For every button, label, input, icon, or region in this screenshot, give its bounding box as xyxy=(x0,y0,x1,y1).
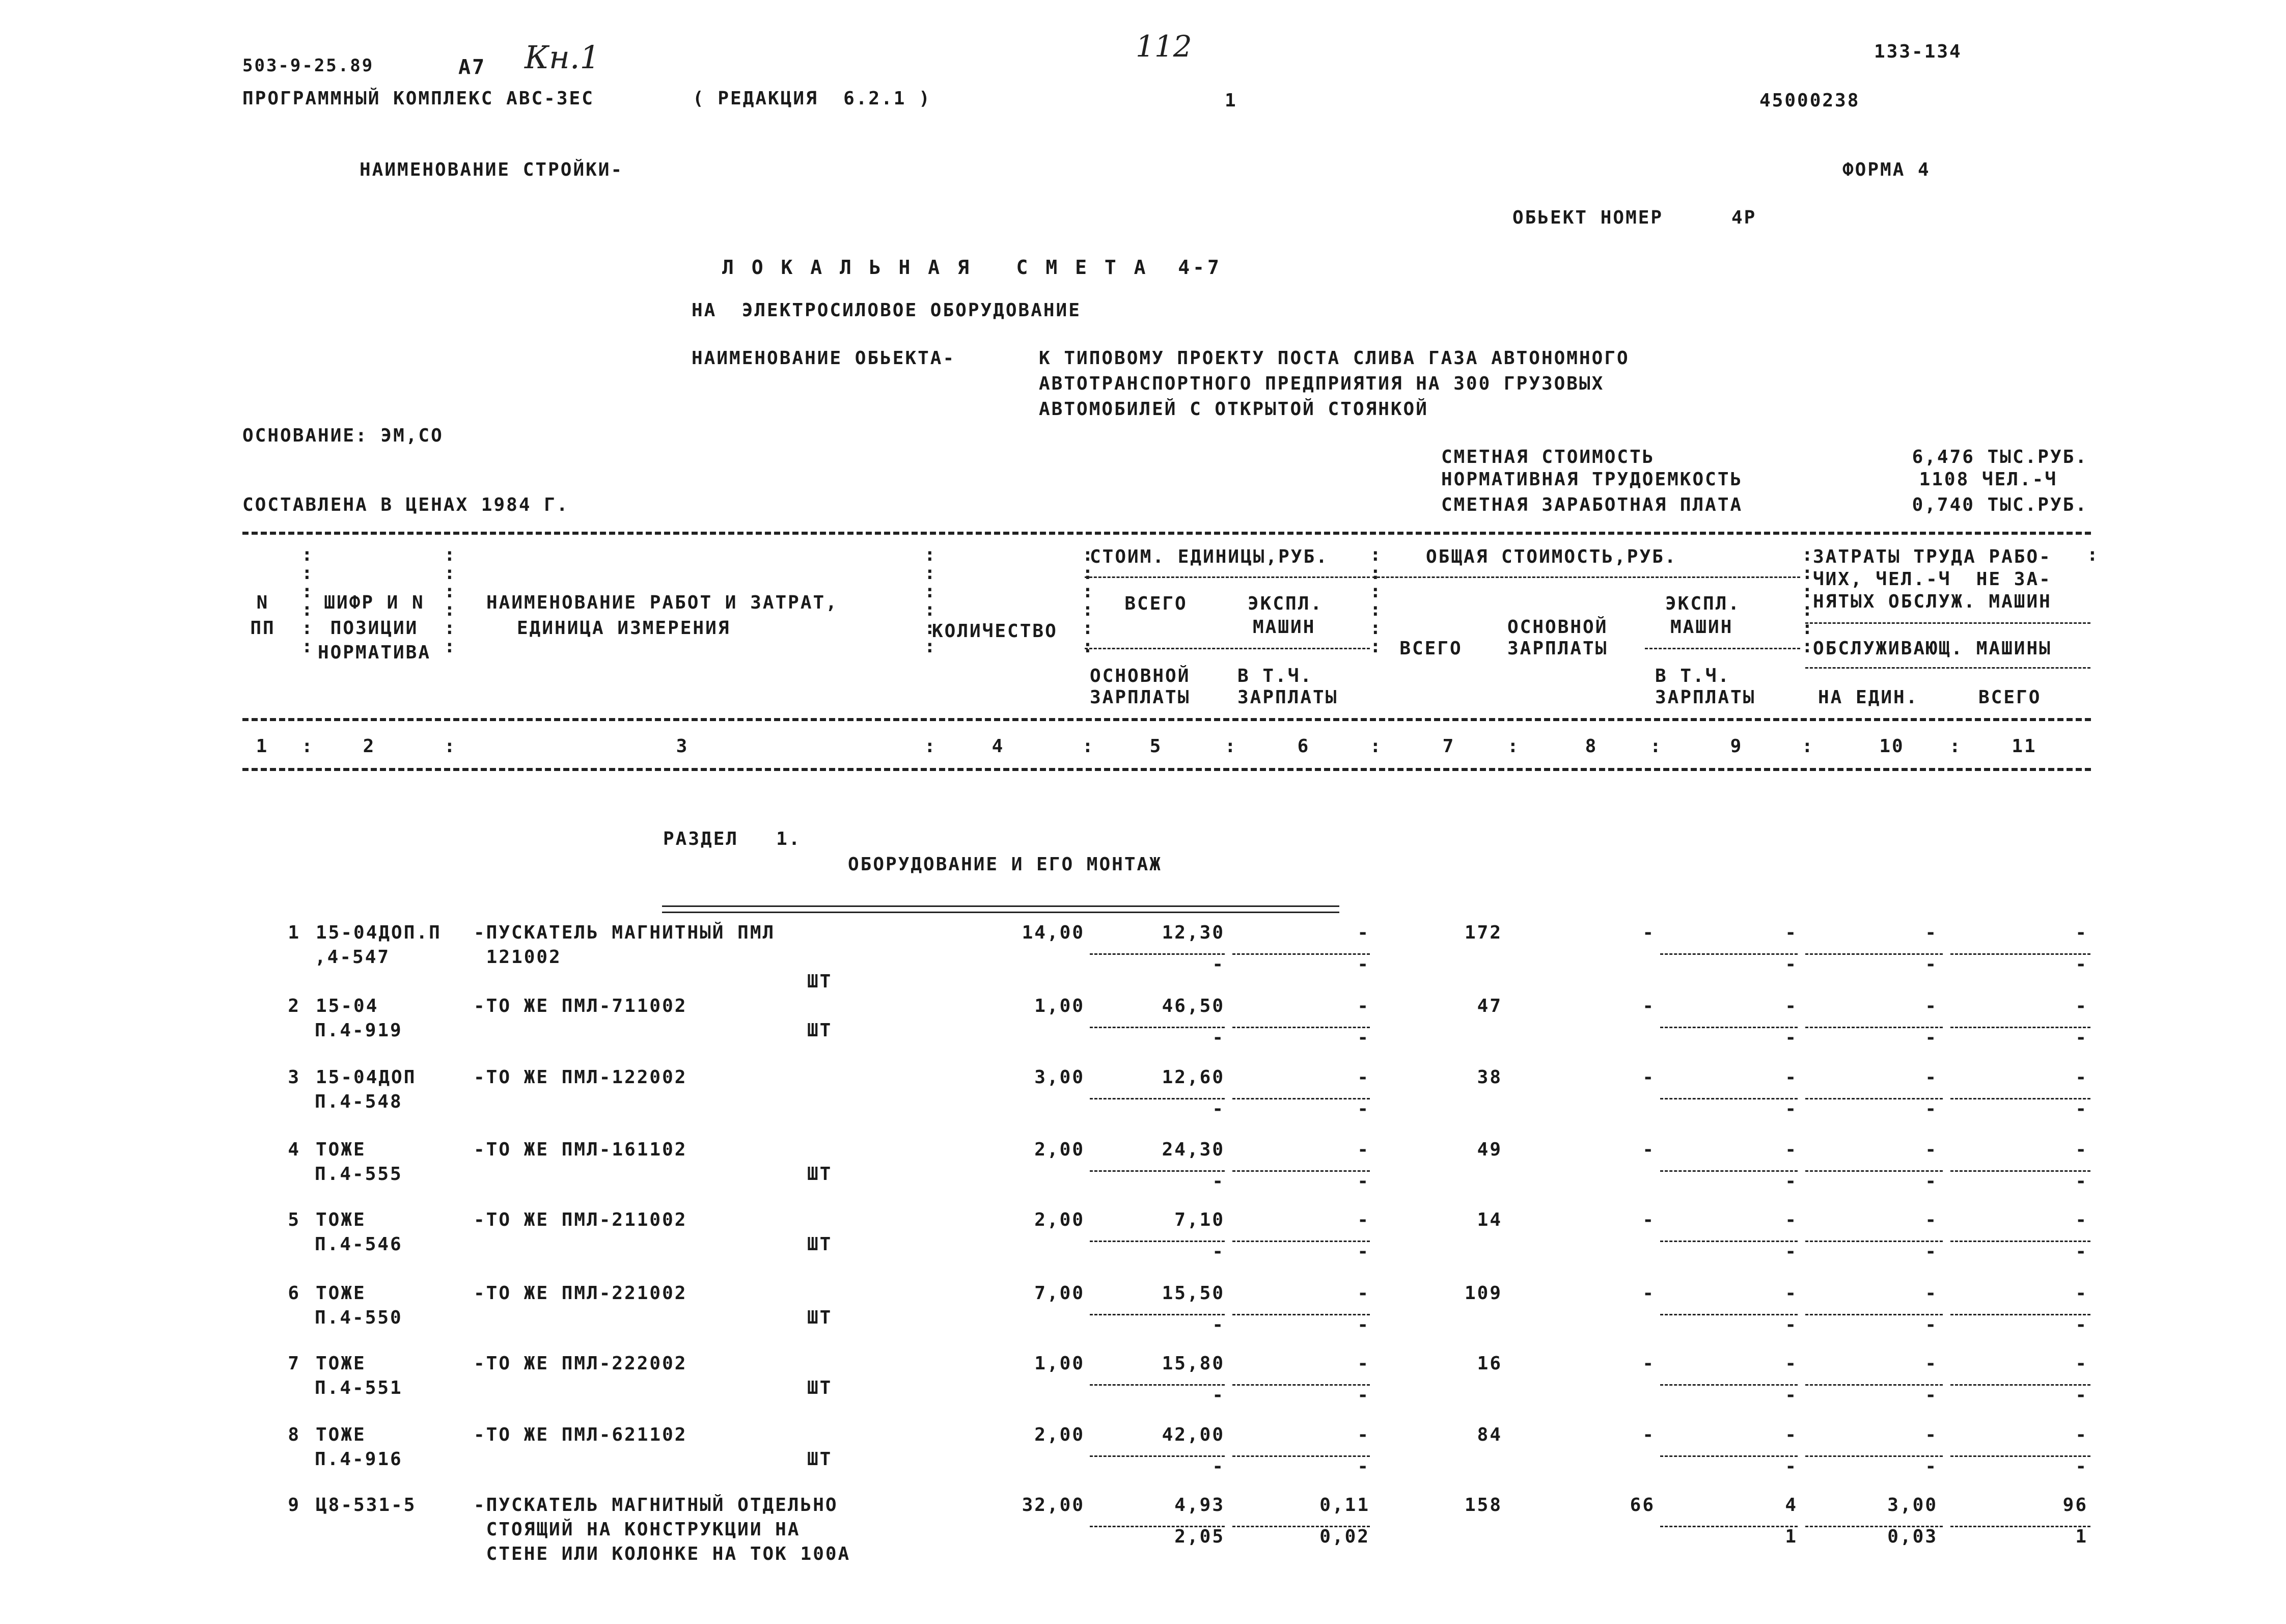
column-number: 6 xyxy=(1297,736,1310,757)
object-number-label: ОБЬЕКТ НОМЕР xyxy=(1512,207,1664,228)
column-number: 4 xyxy=(991,736,1005,757)
col5-header-wage-line1: ОСНОВНОЙ xyxy=(1090,666,1191,686)
col6-header-line2: МАШИН xyxy=(1253,617,1316,638)
row-code: ТОЖЕ xyxy=(316,1209,366,1230)
row-machines-total: - xyxy=(1785,1139,1798,1160)
row-quantity: 1,00 xyxy=(1034,996,1085,1016)
row-labor-per-unit: - xyxy=(1925,1424,1938,1445)
row-unit-machines: - xyxy=(1357,1067,1370,1088)
row-labor-total-rule xyxy=(1950,1384,2090,1386)
row-machines-total: - xyxy=(1785,1067,1798,1088)
row-labor-per-unit-b: - xyxy=(1925,1241,1938,1262)
row-unit-total: 15,80 xyxy=(1162,1353,1225,1374)
row-unit-rule xyxy=(1090,1241,1225,1242)
row-machines-rule xyxy=(1232,1314,1370,1315)
row-total: 14 xyxy=(1477,1209,1502,1230)
row-number: 2 xyxy=(288,996,300,1016)
row-code: П.4-919 xyxy=(315,1020,403,1041)
row-machines-total-rule xyxy=(1660,1314,1798,1315)
row-labor-total-b: - xyxy=(2075,1456,2088,1477)
row-machines-total-rule xyxy=(1660,953,1798,955)
doc-id: 45000238 xyxy=(1759,90,1860,111)
object-name-line-3: АВТОМОБИЛЕЙ С ОТКРЫТОЙ СТОЯНКОЙ xyxy=(1039,399,1428,420)
row-labor-per-unit-b: - xyxy=(1925,1314,1938,1335)
row-labor-total: - xyxy=(2075,996,2088,1016)
project-code: 503-9-25.89 xyxy=(242,56,374,76)
row-unit-wage: - xyxy=(1212,1098,1225,1119)
basis: ОСНОВАНИЕ: ЭМ,СО xyxy=(242,425,444,446)
column-number: 3 xyxy=(676,736,689,757)
row-labor-total: - xyxy=(2075,1424,2088,1445)
row-machines-total: - xyxy=(1785,922,1798,943)
row-labor-total-b: - xyxy=(2075,954,2088,975)
unit-cost-divider xyxy=(1085,576,1370,578)
row-name: -ТО ЖЕ ПМЛ-211002 xyxy=(474,1209,687,1230)
edition: ( РЕДАКЦИЯ 6.2.1 ) xyxy=(693,88,931,109)
row-labor-total: - xyxy=(2075,1283,2088,1304)
labor-divider-2 xyxy=(1805,667,2090,669)
row-unit: ШТ xyxy=(807,1234,833,1255)
row-total: 158 xyxy=(1464,1495,1502,1516)
row-machines-total: 4 xyxy=(1785,1495,1798,1516)
row-unit-machine-wage: 0,02 xyxy=(1319,1526,1370,1547)
summary-label-labor: НОРМАТИВНАЯ ТРУДОЕМКОСТЬ xyxy=(1441,469,1743,490)
row-machine-wage-total: - xyxy=(1785,1456,1798,1477)
row-unit-machine-wage: - xyxy=(1357,1098,1370,1119)
row-number: 9 xyxy=(288,1495,300,1516)
row-unit-rule xyxy=(1090,1455,1225,1457)
row-code: ТОЖЕ xyxy=(316,1283,366,1304)
col8-header-line2: ЗАРПЛАТЫ xyxy=(1507,638,1608,659)
row-code: ТОЖЕ xyxy=(316,1424,366,1445)
row-labor-per-unit-b: - xyxy=(1925,954,1938,975)
total-cost-group-header: ОБЩАЯ СТОИМОСТЬ,РУБ. xyxy=(1426,546,1677,567)
object-name-line-1: К ТИПОВОМУ ПРОЕКТУ ПОСТА СЛИВА ГАЗА АВТОНОМНОГО xyxy=(1039,348,1630,369)
row-total: 49 xyxy=(1477,1139,1502,1160)
row-labor-total-rule xyxy=(1950,1170,2090,1172)
row-labor-total-b: - xyxy=(2075,1098,2088,1119)
row-unit-rule xyxy=(1090,1314,1225,1315)
row-unit-machines: - xyxy=(1357,996,1370,1016)
row-machines-total-rule xyxy=(1660,1526,1798,1527)
row-unit: ШТ xyxy=(807,1020,833,1041)
row-name: -ТО ЖЕ ПМЛ-122002 xyxy=(474,1067,687,1088)
row-number: 5 xyxy=(288,1209,300,1230)
row-unit-machines: - xyxy=(1357,1424,1370,1445)
estimate-subject: НА ЭЛЕКТРОСИЛОВОЕ ОБОРУДОВАНИЕ xyxy=(692,300,1081,321)
row-base-wage: - xyxy=(1642,1139,1655,1160)
row-machines-total-rule xyxy=(1660,1455,1798,1457)
row-labor-per-unit: - xyxy=(1925,1067,1938,1088)
object-number: 4Р xyxy=(1731,207,1757,228)
column-number: 9 xyxy=(1730,736,1743,757)
row-unit: ШТ xyxy=(807,1449,833,1470)
column-number: 2 xyxy=(363,736,376,757)
row-labor-rule xyxy=(1805,1170,1943,1172)
row-labor-total-b: - xyxy=(2075,1385,2088,1406)
col2-header-line3: НОРМАТИВА xyxy=(317,642,431,663)
row-machines-rule xyxy=(1232,1384,1370,1386)
row-labor-total-rule xyxy=(1950,1526,2090,1527)
column-number: 5 xyxy=(1149,736,1163,757)
summary-value-labor: 1108 ЧЕЛ.-Ч xyxy=(1919,469,2057,490)
col9-header-line2: МАШИН xyxy=(1670,617,1733,638)
section-name: ОБОРУДОВАНИЕ И ЕГО МОНТАЖ xyxy=(848,854,1162,875)
row-base-wage: - xyxy=(1642,1209,1655,1230)
row-labor-rule xyxy=(1805,1384,1943,1386)
row-labor-total-rule xyxy=(1950,1314,2090,1315)
row-code: П.4-555 xyxy=(315,1164,403,1185)
row-labor-per-unit: 3,00 xyxy=(1887,1495,1938,1516)
summary-label-wage: СМЕТНАЯ ЗАРАБОТНАЯ ПЛАТА xyxy=(1441,494,1743,515)
row-code: П.4-550 xyxy=(315,1307,403,1328)
row-unit-machines: - xyxy=(1357,1139,1370,1160)
row-labor-total: - xyxy=(2075,922,2088,943)
row-labor-rule xyxy=(1805,1314,1943,1315)
row-total: 38 xyxy=(1477,1067,1502,1088)
row-name: -ТО ЖЕ ПМЛ-161102 xyxy=(474,1139,687,1160)
column-number: 7 xyxy=(1442,736,1455,757)
col9-header-line1: ЭКСПЛ. xyxy=(1665,593,1741,614)
row-labor-per-unit: - xyxy=(1925,1209,1938,1230)
row-base-wage: - xyxy=(1642,1067,1655,1088)
row-total: 16 xyxy=(1477,1353,1502,1374)
row-unit-total: 7,10 xyxy=(1174,1209,1225,1230)
row-name: -ПУСКАТЕЛЬ МАГНИТНЫЙ ОТДЕЛЬНО xyxy=(474,1495,838,1516)
row-unit-wage: - xyxy=(1212,1314,1225,1335)
row-total: 47 xyxy=(1477,996,1502,1016)
row-unit-wage: - xyxy=(1212,954,1225,975)
row-labor-per-unit-b: - xyxy=(1925,1098,1938,1119)
row-unit-rule xyxy=(1090,1170,1225,1172)
row-machines-total-rule xyxy=(1660,1170,1798,1172)
row-name: -ТО ЖЕ ПМЛ-711002 xyxy=(474,996,687,1016)
row-unit-machine-wage: - xyxy=(1357,1241,1370,1262)
row-base-wage: - xyxy=(1642,1283,1655,1304)
column-number: 11 xyxy=(2012,736,2037,757)
row-labor-total-rule xyxy=(1950,1098,2090,1099)
row-name: СТОЯЩИЙ НА КОНСТРУКЦИИ НА xyxy=(474,1519,801,1540)
row-number: 4 xyxy=(288,1139,300,1160)
col2-header-line1: ШИФР И N xyxy=(324,592,425,613)
col4-header: КОЛИЧЕСТВО xyxy=(932,621,1058,642)
row-machines-total-rule xyxy=(1660,1384,1798,1386)
unit-cost-divider-2 xyxy=(1085,648,1370,649)
row-labor-per-unit: - xyxy=(1925,1283,1938,1304)
row-unit-total: 12,60 xyxy=(1162,1067,1225,1088)
page-number: 1 xyxy=(1225,90,1237,111)
row-labor-total-b: - xyxy=(2075,1027,2088,1048)
col1-header-line2: ПП xyxy=(250,618,276,639)
row-machines-total-rule xyxy=(1660,1027,1798,1028)
labor-group-header-line3: НЯТЫХ ОБСЛУЖ. МАШИН xyxy=(1813,591,2052,612)
col1-header-line1: N xyxy=(256,592,269,613)
row-labor-total-rule xyxy=(1950,1027,2090,1028)
row-unit-machines: - xyxy=(1357,1353,1370,1374)
row-quantity: 2,00 xyxy=(1034,1209,1085,1230)
row-number: 6 xyxy=(288,1283,300,1304)
row-machines-rule xyxy=(1232,1241,1370,1242)
row-labor-total: - xyxy=(2075,1353,2088,1374)
row-labor-per-unit: - xyxy=(1925,1139,1938,1160)
col6-header-line1: ЭКСПЛ. xyxy=(1248,593,1324,614)
pages-range: 133-134 xyxy=(1874,41,1962,62)
labor-group-header-line2: ЧИХ, ЧЕЛ.-Ч НЕ ЗА- xyxy=(1813,569,2052,590)
row-machines-rule xyxy=(1232,1170,1370,1172)
labor-divider xyxy=(1805,622,2090,624)
row-machines-total: - xyxy=(1785,1353,1798,1374)
row-base-wage: - xyxy=(1642,922,1655,943)
row-labor-per-unit: - xyxy=(1925,922,1938,943)
row-unit-rule xyxy=(1090,1384,1225,1386)
program-name: ПРОГРАММНЫЙ КОМПЛЕКС АВС-3ЕС xyxy=(242,88,594,109)
row-labor-per-unit: - xyxy=(1925,996,1938,1016)
row-unit-wage: 2,05 xyxy=(1174,1526,1225,1547)
row-labor-total: - xyxy=(2075,1067,2088,1088)
col10-header: НА ЕДИН. xyxy=(1818,687,1919,708)
summary-value-cost: 6,476 ТЫС.РУБ. xyxy=(1912,447,2088,467)
row-labor-total-rule xyxy=(1950,1241,2090,1242)
row-unit-machines: - xyxy=(1357,1209,1370,1230)
row-labor-rule xyxy=(1805,1241,1943,1242)
header-rule-top xyxy=(242,532,2091,535)
row-labor-total-b: 1 xyxy=(2075,1526,2088,1547)
row-machines-total: - xyxy=(1785,996,1798,1016)
row-labor-per-unit: - xyxy=(1925,1353,1938,1374)
row-labor-per-unit-b: - xyxy=(1925,1171,1938,1192)
unit-cost-group-header: СТОИМ. ЕДИНИЦЫ,РУБ. xyxy=(1090,546,1329,567)
row-base-wage: 66 xyxy=(1630,1495,1655,1516)
row-unit: ШТ xyxy=(807,1307,833,1328)
row-base-wage: - xyxy=(1642,1353,1655,1374)
row-unit-wage: - xyxy=(1212,1241,1225,1262)
summary-value-wage: 0,740 ТЫС.РУБ. xyxy=(1912,494,2088,515)
col6-header-wage-line2: ЗАРПЛАТЫ xyxy=(1237,687,1338,708)
row-unit-machine-wage: - xyxy=(1357,1027,1370,1048)
section-double-rule-b xyxy=(662,912,1339,913)
row-machines-rule xyxy=(1232,1455,1370,1457)
row-machine-wage-total: - xyxy=(1785,1027,1798,1048)
row-machines-total: - xyxy=(1785,1209,1798,1230)
row-name: 121002 xyxy=(474,947,562,968)
row-unit: ШТ xyxy=(807,1164,833,1185)
row-unit-rule xyxy=(1090,1027,1225,1028)
row-unit-wage: - xyxy=(1212,1456,1225,1477)
row-unit-total: 24,30 xyxy=(1162,1139,1225,1160)
row-code: ,4-547 xyxy=(315,947,391,968)
row-code: ТОЖЕ xyxy=(316,1353,366,1374)
row-machine-wage-total: - xyxy=(1785,1241,1798,1262)
row-code: П.4-546 xyxy=(315,1234,403,1255)
section-double-rule-a xyxy=(662,905,1339,907)
row-quantity: 32,00 xyxy=(1022,1495,1085,1516)
section-label: РАЗДЕЛ 1. xyxy=(663,829,802,849)
row-machine-wage-total: - xyxy=(1785,1314,1798,1335)
row-labor-rule xyxy=(1805,953,1943,955)
row-code: П.4-551 xyxy=(315,1378,403,1398)
row-machines-rule xyxy=(1232,1027,1370,1028)
row-labor-total-b: - xyxy=(2075,1241,2088,1262)
row-machines-total: - xyxy=(1785,1424,1798,1445)
header-rule-middle xyxy=(242,718,2091,721)
row-unit-total: 15,50 xyxy=(1162,1283,1225,1304)
column-number: 10 xyxy=(1879,736,1905,757)
row-labor-per-unit-b: - xyxy=(1925,1456,1938,1477)
row-code: П.4-916 xyxy=(315,1449,403,1470)
row-quantity: 2,00 xyxy=(1034,1424,1085,1445)
row-code: 15-04ДОП xyxy=(316,1067,417,1088)
row-unit-total: 46,50 xyxy=(1162,996,1225,1016)
row-number: 3 xyxy=(288,1067,300,1088)
row-labor-rule xyxy=(1805,1455,1943,1457)
row-quantity: 3,00 xyxy=(1034,1067,1085,1088)
row-unit-total: 12,30 xyxy=(1162,922,1225,943)
row-labor-total-rule xyxy=(1950,953,2090,955)
object-name-line-2: АВТОТРАНСПОРТНОГО ПРЕДПРИЯТИЯ НА 300 ГРУЗОВЫХ xyxy=(1039,373,1605,394)
row-code: Ц8-531-5 xyxy=(316,1495,417,1516)
row-name: -ТО ЖЕ ПМЛ-621102 xyxy=(474,1424,687,1445)
row-labor-total-rule xyxy=(1950,1455,2090,1457)
row-number: 1 xyxy=(288,922,300,943)
row-machine-wage-total: - xyxy=(1785,1098,1798,1119)
row-unit-wage: - xyxy=(1212,1027,1225,1048)
row-name: -ПУСКАТЕЛЬ МАГНИТНЫЙ ПМЛ xyxy=(474,922,776,943)
row-unit-machine-wage: - xyxy=(1357,1385,1370,1406)
row-unit-machines: - xyxy=(1357,1283,1370,1304)
object-name-label: НАИМЕНОВАНИЕ ОБЬЕКТА- xyxy=(692,348,956,369)
labor-sub-header: ОБСЛУЖИВАЮЩ. МАШИНЫ xyxy=(1813,638,2052,659)
row-machines-rule xyxy=(1232,953,1370,955)
row-labor-per-unit-b: 0,03 xyxy=(1887,1526,1938,1547)
row-unit-total: 4,93 xyxy=(1174,1495,1225,1516)
row-unit: ШТ xyxy=(807,1378,833,1398)
row-unit: ШТ xyxy=(807,971,833,992)
row-total: 172 xyxy=(1464,922,1502,943)
row-quantity: 7,00 xyxy=(1034,1283,1085,1304)
row-unit-machine-wage: - xyxy=(1357,1171,1370,1192)
row-machine-wage-total: - xyxy=(1785,954,1798,975)
row-machine-wage-total: - xyxy=(1785,1385,1798,1406)
form-number: ФОРМА 4 xyxy=(1842,159,1931,180)
row-machines-total-rule xyxy=(1660,1098,1798,1099)
row-machines-rule xyxy=(1232,1098,1370,1099)
row-code: ТОЖЕ xyxy=(316,1139,366,1160)
album-label: А7 xyxy=(458,56,486,79)
row-machine-wage-total: - xyxy=(1785,1171,1798,1192)
row-unit-rule xyxy=(1090,953,1225,955)
col3-header-line2: ЕДИНИЦА ИЗМЕРЕНИЯ xyxy=(517,618,731,639)
col7-header: ВСЕГО xyxy=(1399,638,1463,659)
row-code: 15-04 xyxy=(316,996,379,1016)
col9-header-wage-line2: ЗАРПЛАТЫ xyxy=(1655,687,1756,708)
row-name: СТЕНЕ ИЛИ КОЛОНКЕ НА ТОК 100А xyxy=(474,1544,851,1564)
col2-header-line2: ПОЗИЦИИ xyxy=(330,618,419,639)
col9-header-wage-line1: В Т.Ч. xyxy=(1655,666,1731,686)
col9-divider xyxy=(1645,648,1800,649)
row-unit-machines: 0,11 xyxy=(1319,1495,1370,1516)
row-unit-machine-wage: - xyxy=(1357,954,1370,975)
row-base-wage: - xyxy=(1642,1424,1655,1445)
page-handwritten: 112 xyxy=(1136,29,1192,64)
row-labor-total-b: - xyxy=(2075,1171,2088,1192)
row-machines-total: - xyxy=(1785,1283,1798,1304)
total-cost-divider xyxy=(1372,576,1800,578)
construction-name-label: НАИМЕНОВАНИЕ СТРОЙКИ- xyxy=(360,159,624,180)
labor-group-header-line1: ЗАТРАТЫ ТРУДА РАБО- xyxy=(1813,546,2052,567)
row-unit-rule xyxy=(1090,1098,1225,1099)
col6-header-wage-line1: В Т.Ч. xyxy=(1237,666,1313,686)
row-name: -ТО ЖЕ ПМЛ-221002 xyxy=(474,1283,687,1304)
row-labor-total-b: - xyxy=(2075,1314,2088,1335)
row-labor-per-unit-b: - xyxy=(1925,1385,1938,1406)
row-unit-machine-wage: - xyxy=(1357,1456,1370,1477)
row-labor-rule xyxy=(1805,1027,1943,1028)
row-code: 15-04ДОП.П xyxy=(316,922,442,943)
row-quantity: 14,00 xyxy=(1022,922,1085,943)
row-labor-total: 96 xyxy=(2062,1495,2088,1516)
summary-label-cost: СМЕТНАЯ СТОИМОСТЬ xyxy=(1441,447,1655,467)
row-unit-wage: - xyxy=(1212,1385,1225,1406)
row-labor-total: - xyxy=(2075,1209,2088,1230)
col5-header-wage-line2: ЗАРПЛАТЫ xyxy=(1090,687,1191,708)
row-name: -ТО ЖЕ ПМЛ-222002 xyxy=(474,1353,687,1374)
row-total: 109 xyxy=(1464,1283,1502,1304)
row-total: 84 xyxy=(1477,1424,1502,1445)
row-machines-total-rule xyxy=(1660,1241,1798,1242)
book-handwritten: Кн.1 xyxy=(525,39,600,76)
estimate-title: Л О К А Л Ь Н А Я С М Е Т А 4-7 xyxy=(722,256,1222,279)
row-base-wage: - xyxy=(1642,996,1655,1016)
row-number: 7 xyxy=(288,1353,300,1374)
row-labor-total: - xyxy=(2075,1139,2088,1160)
col8-header-line1: ОСНОВНОЙ xyxy=(1507,617,1608,638)
row-quantity: 1,00 xyxy=(1034,1353,1085,1374)
price-base: СОСТАВЛЕНА В ЦЕНАХ 1984 Г. xyxy=(242,494,569,515)
row-labor-rule xyxy=(1805,1098,1943,1099)
row-code: П.4-548 xyxy=(315,1091,403,1112)
col11-header: ВСЕГО xyxy=(1978,687,2042,708)
header-rule-bottom xyxy=(242,768,2091,771)
row-unit-wage: - xyxy=(1212,1171,1225,1192)
row-number: 8 xyxy=(288,1424,300,1445)
row-unit-machines: - xyxy=(1357,922,1370,943)
col5-header-total: ВСЕГО xyxy=(1124,593,1188,614)
row-labor-per-unit-b: - xyxy=(1925,1027,1938,1048)
row-unit-machine-wage: - xyxy=(1357,1314,1370,1335)
row-quantity: 2,00 xyxy=(1034,1139,1085,1160)
col3-header-line1: НАИМЕНОВАНИЕ РАБОТ И ЗАТРАТ, xyxy=(486,592,838,613)
row-unit-total: 42,00 xyxy=(1162,1424,1225,1445)
row-machine-wage-total: 1 xyxy=(1785,1526,1798,1547)
column-number: 1 xyxy=(256,736,269,757)
column-number: 8 xyxy=(1585,736,1598,757)
